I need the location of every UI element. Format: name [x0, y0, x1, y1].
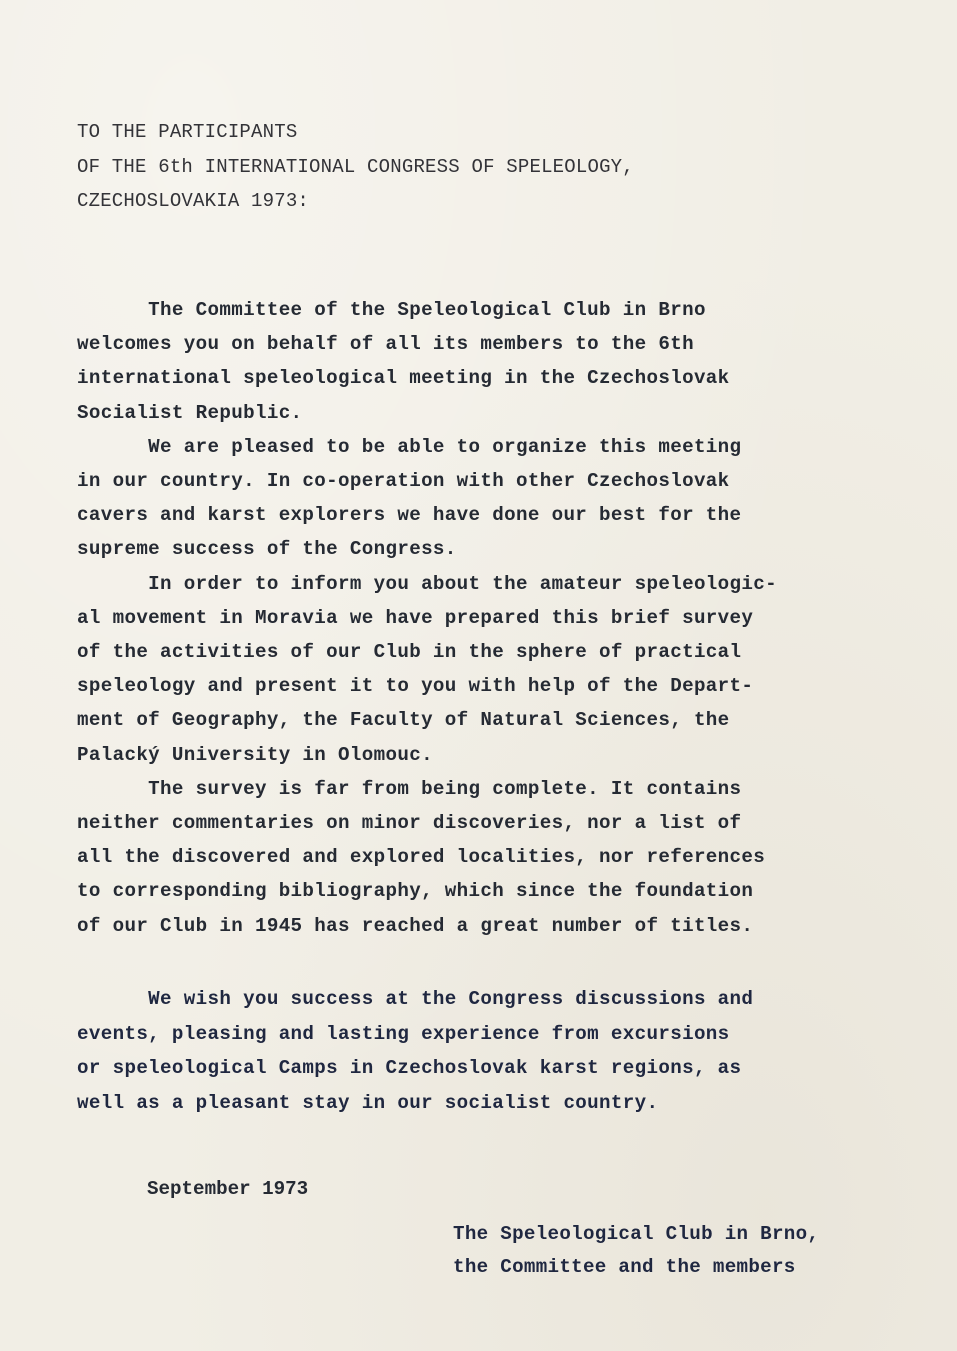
body-line: In order to inform you about the amateur speleologic-: [77, 572, 777, 595]
signature-block: [453, 1218, 819, 1284]
body-line: neither commentaries on minor discoveries, nor a list of: [77, 812, 742, 835]
closing-paragraph: [77, 982, 887, 1120]
body-line: to corresponding bibliography, which since the foundation: [77, 880, 754, 903]
body-line: ment of Geography, the Faculty of Natural Sciences, the: [77, 709, 730, 732]
letter-date: September 1973: [147, 1178, 309, 1200]
address-line: TO THE PARTICIPANTS: [77, 121, 298, 143]
body-line: Palacký University in Olomouc.: [77, 743, 433, 766]
closing-line: or speleological Camps in Czechoslovak karst regions, as: [77, 1057, 742, 1079]
closing-line: events, pleasing and lasting experience from excursions: [77, 1022, 730, 1045]
body-line: all the discovered and explored localities, nor references: [77, 846, 766, 869]
body-line: of the activities of our Club in the sphere of practical: [77, 641, 742, 664]
body-line: al movement in Moravia we have prepared this brief survey: [77, 606, 754, 629]
body-line: international speleological meeting in the Czechoslovak: [77, 367, 730, 390]
signature-line: The Speleological Club in Brno,: [453, 1223, 820, 1245]
body-line: Socialist Republic.: [77, 401, 303, 424]
body-line: The survey is far from being complete. It contains: [77, 777, 742, 800]
body-line: welcomes you on behalf of all its members to the 6th: [77, 333, 694, 356]
closing-line: well as a pleasant stay in our socialist country.: [77, 1091, 659, 1114]
body-line: in our country. In co-operation with other Czechoslovak: [77, 470, 730, 493]
body-line: We are pleased to be able to organize this meeting: [77, 435, 742, 458]
address-block: [77, 115, 634, 219]
address-line: CZECHOSLOVAKIA 1973:: [77, 190, 310, 212]
body-line: speleology and present it to you with help of the Depart-: [77, 675, 754, 698]
address-line: OF THE 6th INTERNATIONAL CONGRESS OF SPELEOLOGY,: [77, 155, 634, 178]
body-line: supreme success of the Congress.: [77, 538, 457, 561]
body-line: The Committee of the Speleological Club in Brno: [77, 299, 706, 321]
signature-line: the Committee and the members: [453, 1256, 796, 1278]
letter-body: [77, 293, 887, 943]
body-line: cavers and karst explorers we have done our best for the: [77, 504, 742, 527]
closing-line: We wish you success at the Congress discussions and: [77, 988, 754, 1010]
body-line: of our Club in 1945 has reached a great number of titles.: [77, 914, 754, 937]
